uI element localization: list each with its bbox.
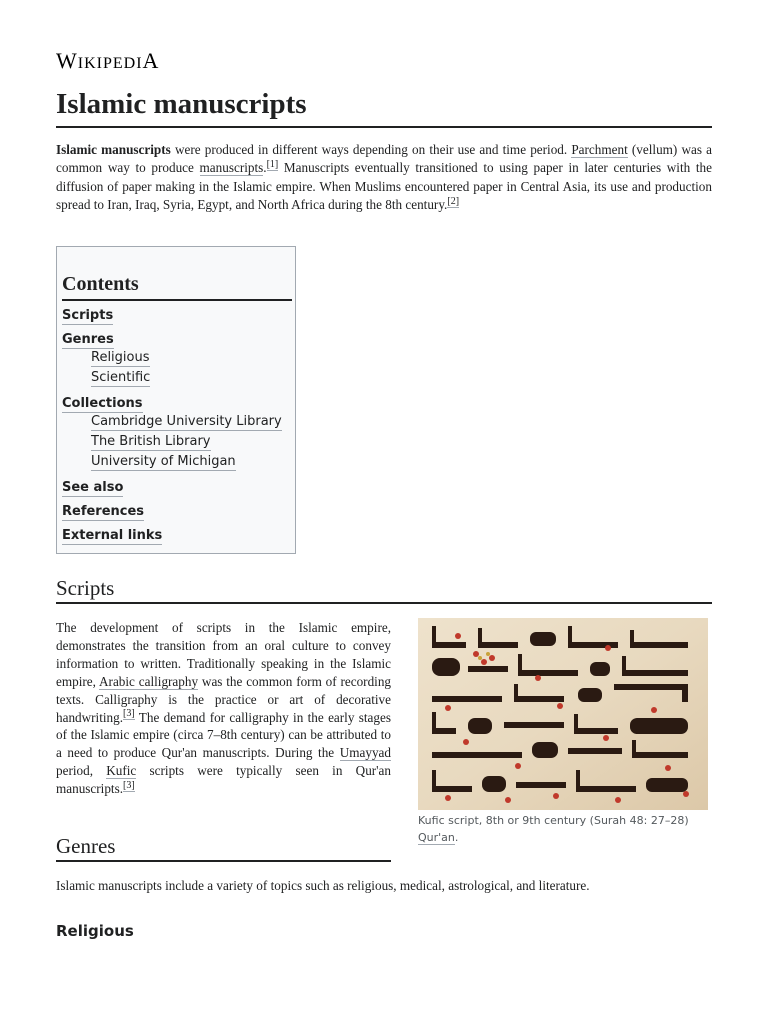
page-title: Islamic manuscripts	[56, 84, 712, 128]
lead-paragraph: Islamic manuscripts were produced in different ways depending on their use and time period. Parchment (vellum) was a common way to produce manuscripts.[1] Manuscripts eventually transitioned to using paper in later centuries with the diffusion of paper making in the Islamic empire. When Muslims encountered paper in Central Asia, its use and production spread to Iran, Iraq, Syria, Egypt, and North Africa during the 8th century.[2]	[56, 142, 712, 213]
heading-scripts-rule	[56, 602, 712, 604]
ref-3b[interactable]: [3]	[123, 779, 135, 791]
toc-item-genres[interactable]: Genres	[62, 332, 114, 347]
link-kufic[interactable]: Kufic	[106, 763, 137, 779]
link-umayyad[interactable]: Umayyad	[339, 745, 391, 761]
toc-item-collections[interactable]: Collections	[62, 396, 143, 411]
table-of-contents	[56, 246, 296, 554]
kufic-manuscript-image[interactable]	[418, 618, 708, 810]
ref-3a[interactable]: [3]	[123, 708, 135, 720]
scripts-paragraph: The development of scripts in the Islamic empire, demonstrates the transition from an oral culture to convey information to written. Traditionally speaking in the Islamic empire, Arabic calligraphy was the common form of recording texts. Calligraphy is the practice or art of decorative handwriting.[3] The demand for calligraphy in the early stages of the Islamic empire (circa 7–8th century) can be attributed to a need to produce Qur'an manuscripts. During the Umayyad period, Kufic scripts were typically seen in Qur'an manuscripts.[3]	[56, 620, 392, 797]
toc-item-michigan[interactable]: University of Michigan	[91, 454, 236, 469]
toc-item-external-links[interactable]: External links	[62, 528, 163, 543]
toc-title: Contents	[62, 271, 292, 301]
heading-genres: Genres	[56, 834, 116, 858]
wikipedia-wordmark[interactable]: WIKIPEDIA	[56, 48, 160, 73]
genres-paragraph: Islamic manuscripts include a variety of topics such as religious, medical, astrological, and literature.	[56, 878, 590, 893]
toc-item-scientific[interactable]: Scientific	[91, 370, 151, 385]
ref-2[interactable]: [2]	[447, 195, 460, 207]
toc-item-religious[interactable]: Religious	[91, 350, 150, 365]
toc-item-see-also[interactable]: See also	[62, 480, 124, 495]
ref-1[interactable]: [1]	[266, 159, 279, 171]
heading-religious: Religious	[56, 922, 134, 940]
link-parchment[interactable]: Parchment	[571, 142, 628, 157]
heading-scripts: Scripts	[56, 576, 115, 600]
link-quran[interactable]: Qur'an	[418, 831, 455, 844]
toc-item-cambridge[interactable]: Cambridge University Library	[91, 414, 282, 429]
heading-genres-rule	[56, 860, 391, 862]
link-arabic-calligraphy[interactable]: Arabic calligraphy	[99, 673, 199, 689]
toc-item-british-library[interactable]: The British Library	[91, 434, 211, 449]
figure-caption: Kufic script, 8th or 9th century (Surah 48: 27–28) Qur'an.	[418, 814, 689, 844]
lead-bold-term: Islamic manuscripts	[56, 142, 171, 157]
toc-item-scripts[interactable]: Scripts	[62, 308, 114, 323]
figure-kufic-script	[418, 618, 708, 846]
toc-item-references[interactable]: References	[62, 504, 145, 519]
link-manuscripts[interactable]: manuscripts	[199, 160, 264, 176]
